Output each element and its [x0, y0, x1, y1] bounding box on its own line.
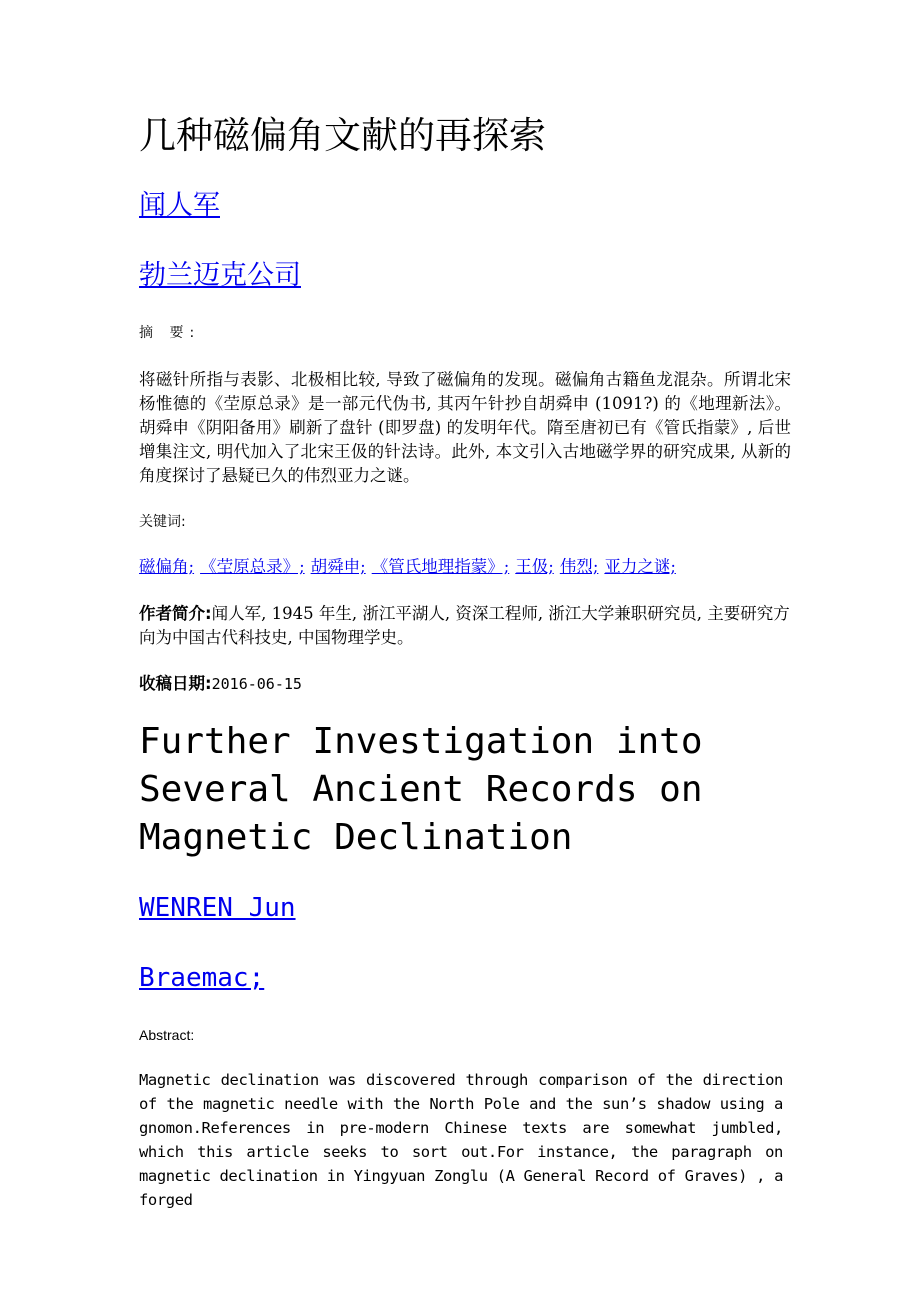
- keyword-link[interactable]: 王伋;: [515, 557, 554, 576]
- chinese-author-link[interactable]: 闻人军: [139, 190, 220, 221]
- english-abstract: Magnetic declination was discovered through comparison of the direction of the magnetic needle with the North Pole and the sun’s shadow using a gnomon.References in pre-modern Chinese texts are somewhat jumbled, which this article seeks to sort out.For instance, the paragraph on magnetic declination in Yingyuan Zonglu (A General Record of Graves) , a forged: [139, 1071, 783, 1209]
- english-organization-link[interactable]: Braemac;: [139, 963, 265, 993]
- chinese-abstract: 将磁针所指与表影、北极相比较, 导致了磁偏角的发现。磁偏角古籍鱼龙混杂。所谓北宋杨惟德的《茔原总录》是一部元代伪书, 其丙午针抄自胡舜申 (1091?) 的《地理新法》。胡舜申《阴阳备用》刷新了盘针 (即罗盘) 的发明年代。隋至唐初已有《管氏指蒙》, 后世增集注文, 明代加入了北宋王伋的针法诗。此外, 本文引入古地磁学界的研究成果, 从新的角度探讨了悬疑已久的伟烈亚力之谜。: [139, 370, 791, 485]
- english-title: Further Investigation into Several Ancient Records on Magnetic Declination: [139, 721, 703, 858]
- chinese-author-intro: [139, 602, 791, 650]
- chinese-title: 几种磁偏角文献的再探索: [139, 114, 546, 157]
- chinese-keywords-label: 关键词:: [139, 514, 186, 530]
- author-intro-label: 作者简介:: [139, 604, 212, 623]
- keyword-link[interactable]: 亚力之谜;: [604, 557, 676, 576]
- keyword-link[interactable]: 伟烈;: [559, 557, 599, 576]
- keyword-link[interactable]: 《管氏地理指蒙》;: [371, 557, 510, 576]
- english-author-link[interactable]: WENREN Jun: [139, 893, 296, 923]
- chinese-received-date: [139, 672, 302, 696]
- chinese-keywords-list: [139, 555, 682, 579]
- received-date-label: 收稿日期:: [139, 674, 212, 693]
- chinese-abstract-label: 摘 要:: [139, 325, 201, 341]
- keyword-link[interactable]: 磁偏角;: [139, 557, 195, 576]
- chinese-organization-block: [139, 258, 301, 294]
- received-date-value: 2016-06-15: [211, 675, 302, 693]
- keyword-link[interactable]: 胡舜申;: [310, 557, 366, 576]
- keyword-link[interactable]: 《茔原总录》;: [200, 557, 305, 576]
- english-author-block: [139, 890, 296, 926]
- english-abstract-label: Abstract:: [139, 1027, 195, 1043]
- chinese-author-block: [139, 188, 220, 224]
- author-intro-text: 闻人军, 1945 年生, 浙江平湖人, 资深工程师, 浙江大学兼职研究员, 主要研究方向为中国古代科技史, 中国物理学史。: [139, 604, 790, 647]
- chinese-organization-link[interactable]: 勃兰迈克公司: [139, 260, 301, 291]
- english-organization-block: [139, 960, 264, 996]
